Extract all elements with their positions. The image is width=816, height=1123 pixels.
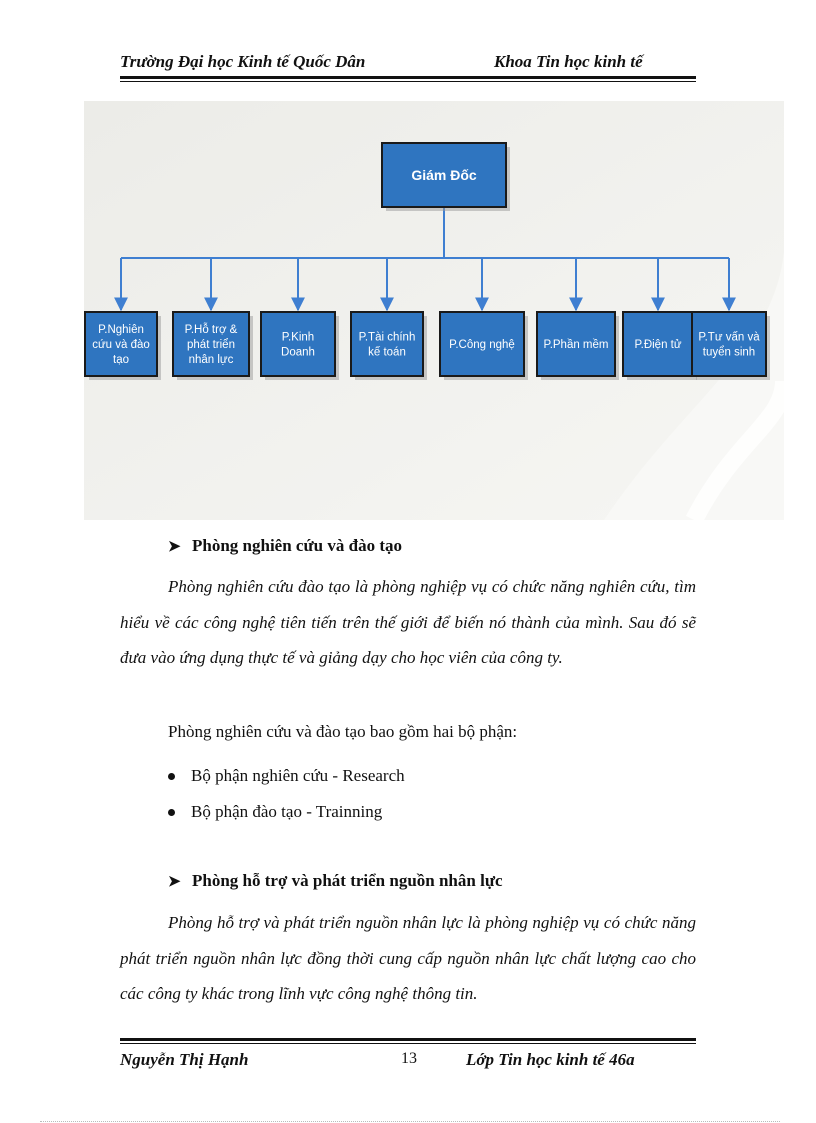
arrow-bullet-icon: ➤ xyxy=(168,538,181,555)
list-item xyxy=(168,766,405,786)
section-title-research xyxy=(168,536,402,556)
header-school: Trường Đại học Kinh tế Quốc Dân xyxy=(120,52,366,71)
paragraph-hr: Phòng hỗ trợ và phát triển nguồn nhân lực là phòng nghiệp vụ có chức năng phát triển nguồn nhân lực đồng thời cung cấp nguồn nhân lực chất lượng cao cho các công ty khác trong lĩnh vực công nghệ thông tin. xyxy=(120,913,696,1003)
list-item-text: Bộ phận nghiên cứu - Research xyxy=(191,766,405,785)
footer-rule xyxy=(120,1038,696,1044)
header-rule xyxy=(120,76,696,82)
section-title-research-text: Phòng nghiên cứu và đào tạo xyxy=(192,536,402,555)
page-footer xyxy=(120,1050,696,1074)
section-title-hr xyxy=(168,871,503,891)
department-label: phát triển xyxy=(187,339,235,351)
list-item xyxy=(168,802,382,822)
bullet-dot-icon xyxy=(168,773,175,780)
bullet-dot-icon xyxy=(168,809,175,816)
department-label: kế toán xyxy=(368,346,406,359)
bottom-dotted-line xyxy=(40,1121,780,1122)
page-number: 13 xyxy=(401,1050,417,1067)
department-box xyxy=(692,312,766,376)
department-label: tuyển sinh xyxy=(702,346,756,359)
department-label: P.Tư vấn và xyxy=(698,331,760,344)
department-label: P.Điện tử xyxy=(634,339,682,351)
department-box xyxy=(261,312,335,376)
department-label: P.Nghiên xyxy=(98,324,144,336)
department-label: P.Kinh xyxy=(281,331,315,344)
department-label: nhân lực xyxy=(188,354,234,366)
department-label: tạo xyxy=(113,354,129,366)
department-box xyxy=(351,312,423,376)
arrow-bullet-icon: ➤ xyxy=(168,873,181,890)
footer-author: Nguyễn Thị Hạnh xyxy=(120,1050,249,1069)
department-label: P.Hỗ trợ & xyxy=(184,324,238,336)
header-faculty: Khoa Tin học kinh tế xyxy=(494,52,643,71)
department-label: P.Công nghệ xyxy=(449,339,515,351)
org-chart-figure xyxy=(84,101,784,520)
department-label: cứu và đào xyxy=(92,339,150,351)
department-label: Doanh xyxy=(281,346,315,359)
org-chart xyxy=(84,101,784,520)
footer-class: Lớp Tin học kinh tế 46a xyxy=(466,1050,635,1069)
research-intro: Phòng nghiên cứu và đào tạo bao gồm hai bộ phận: xyxy=(168,722,518,741)
paragraph-research: Phòng nghiên cứu đào tạo là phòng nghiệp vụ có chức năng nghiên cứu, tìm hiểu về các công nghệ tiên tiến trên thế giới để biến nó thành của mình. Sau đó sẽ đưa vào ứng dụng thực tế và giảng dạy cho học viên của công ty. xyxy=(120,577,696,667)
section-title-hr-text: Phòng hỗ trợ và phát triển nguồn nhân lực xyxy=(192,871,503,890)
page-header xyxy=(120,52,696,78)
list-item-text: Bộ phận đào tạo - Trainning xyxy=(191,802,383,821)
root-label: Giám Đốc xyxy=(411,167,477,183)
department-label: P.Tài chính xyxy=(358,331,416,344)
department-label: P.Phần mềm xyxy=(543,339,609,351)
